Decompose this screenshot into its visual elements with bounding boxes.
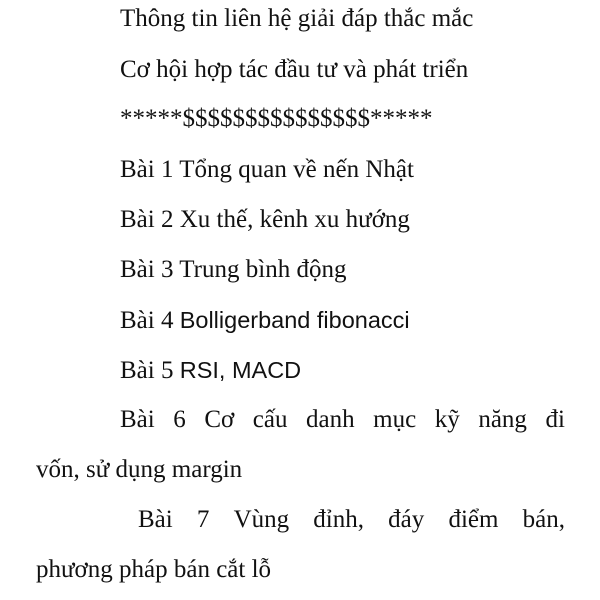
- lesson-2: [120, 205, 410, 235]
- lesson-2-title: Xu thế, kênh xu hướng: [179, 206, 410, 233]
- contact-info-line: Thông tin liên hệ giải đáp thắc mắc: [120, 5, 474, 32]
- lesson-4: [120, 305, 410, 336]
- lesson-6: [120, 405, 565, 435]
- lesson-7-word: Vùng: [233, 506, 290, 533]
- lesson-7: [138, 505, 565, 535]
- lesson-4-title: Bolligerband fibonacci: [179, 307, 410, 333]
- lesson-2-prefix: Bài 2: [120, 206, 174, 233]
- lesson-3-title: Trung bình động: [179, 256, 347, 283]
- lesson-6-word: cấu: [252, 406, 288, 433]
- separator-line: *****$$$$$$$$$$$$$$$*****: [120, 105, 433, 132]
- lesson-6-word: Bài: [120, 406, 155, 433]
- lesson-5-prefix: Bài 5: [120, 357, 174, 384]
- lesson-7-word: điểm: [448, 506, 499, 533]
- cooperation-line: Cơ hội hợp tác đầu tư và phát triển: [120, 56, 469, 83]
- lesson-7-word: bán,: [522, 506, 565, 533]
- lesson-6-word: danh: [306, 406, 355, 433]
- lesson-7-word: 7: [196, 506, 210, 533]
- lesson-3: [120, 255, 346, 285]
- lesson-7-continuation: phương pháp bán cắt lỗ: [36, 556, 272, 583]
- lesson-6-word: kỹ: [434, 406, 460, 433]
- lesson-6-word: mục: [373, 406, 417, 433]
- lesson-4-prefix: Bài 4: [120, 307, 174, 334]
- lesson-6-word: Cơ: [204, 406, 235, 433]
- lesson-7-word: đáy: [388, 506, 425, 533]
- lesson-7-word: Bài: [138, 506, 173, 533]
- lesson-6-word: năng: [478, 406, 527, 433]
- lesson-7-word: đỉnh,: [313, 506, 364, 533]
- lesson-5: [120, 355, 301, 386]
- lesson-3-prefix: Bài 3: [120, 256, 174, 283]
- lesson-5-title: RSI, MACD: [179, 357, 302, 383]
- lesson-6-continuation: vốn, sử dụng margin: [36, 456, 243, 483]
- lesson-6-word: đi: [545, 406, 565, 433]
- lesson-1: Bài 1 Tổng quan về nến Nhật: [120, 156, 414, 183]
- lesson-6-word: 6: [173, 406, 186, 433]
